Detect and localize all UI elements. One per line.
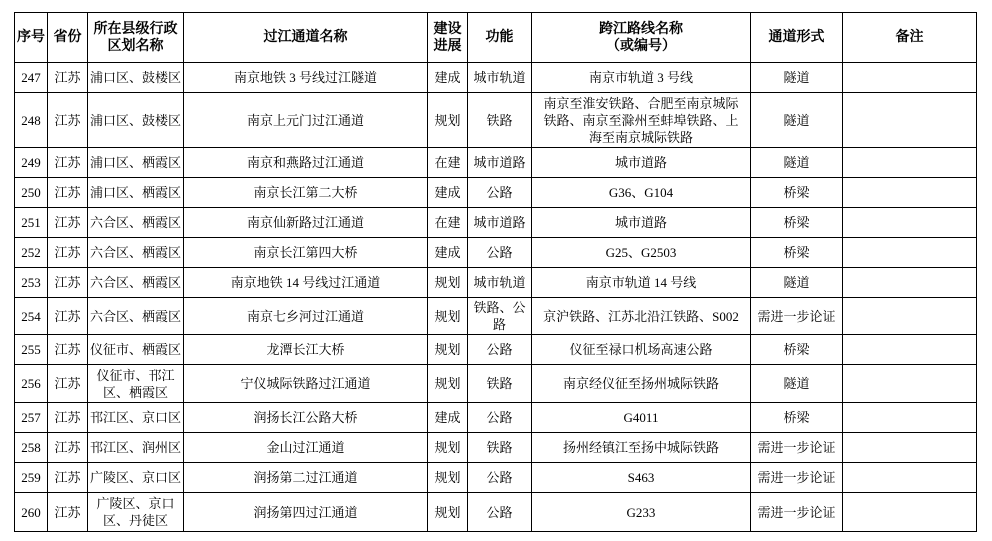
- cell-form: 桥梁: [751, 238, 843, 268]
- cell-remark: [843, 335, 977, 365]
- cell-province: 江苏: [48, 433, 88, 463]
- table-row: [15, 403, 977, 433]
- cell-province: 江苏: [48, 238, 88, 268]
- cell-form: 需进一步论证: [751, 298, 843, 335]
- cell-channel-name: 南京长江第四大桥: [184, 238, 428, 268]
- cell-form: 桥梁: [751, 178, 843, 208]
- cell-form: 隧道: [751, 365, 843, 403]
- cell-route: S463: [532, 463, 751, 493]
- cell-form: 桥梁: [751, 403, 843, 433]
- cell-district: 邗江区、京口区: [88, 403, 184, 433]
- cell-channel-name: 润扬第四过江通道: [184, 493, 428, 532]
- cell-function: 公路: [468, 178, 532, 208]
- cell-route: G4011: [532, 403, 751, 433]
- cell-route: 京沪铁路、江苏北沿江铁路、S002: [532, 298, 751, 335]
- header-function: 功能: [468, 13, 532, 63]
- cell-district: 六合区、栖霞区: [88, 238, 184, 268]
- cell-seq: 259: [15, 463, 48, 493]
- table-row: [15, 463, 977, 493]
- cell-progress: 规划: [428, 298, 468, 335]
- cell-district: 六合区、栖霞区: [88, 298, 184, 335]
- cell-seq: 253: [15, 268, 48, 298]
- cell-district: 浦口区、鼓楼区: [88, 63, 184, 93]
- header-route-title: 跨江路线名称: [599, 20, 683, 37]
- cell-function: 城市道路: [468, 148, 532, 178]
- cell-form: 需进一步论证: [751, 433, 843, 463]
- cell-function: 公路: [468, 403, 532, 433]
- cell-channel-name: 宁仪城际铁路过江通道: [184, 365, 428, 403]
- cell-district: 浦口区、鼓楼区: [88, 93, 184, 148]
- cell-channel-name: 南京上元门过江通道: [184, 93, 428, 148]
- cell-district: 六合区、栖霞区: [88, 268, 184, 298]
- cell-form: 隧道: [751, 268, 843, 298]
- cell-progress: 规划: [428, 493, 468, 532]
- cell-function: 公路: [468, 493, 532, 532]
- cell-channel-name: 润扬第二过江通道: [184, 463, 428, 493]
- cell-seq: 256: [15, 365, 48, 403]
- cell-province: 江苏: [48, 365, 88, 403]
- cell-form: 隧道: [751, 93, 843, 148]
- cell-seq: 255: [15, 335, 48, 365]
- cell-remark: [843, 463, 977, 493]
- cell-channel-name: 南京七乡河过江通道: [184, 298, 428, 335]
- cell-route: 南京至淮安铁路、合肥至南京城际铁路、南京至滁州至蚌埠铁路、上海至南京城际铁路: [532, 93, 751, 148]
- cell-remark: [843, 148, 977, 178]
- cell-function: 城市轨道: [468, 63, 532, 93]
- cell-form: 隧道: [751, 148, 843, 178]
- cell-function: 城市道路: [468, 208, 532, 238]
- cell-progress: 在建: [428, 148, 468, 178]
- table-row: [15, 93, 977, 148]
- cell-province: 江苏: [48, 493, 88, 532]
- cell-form: 需进一步论证: [751, 463, 843, 493]
- cell-channel-name: 龙潭长江大桥: [184, 335, 428, 365]
- header-form: 通道形式: [751, 13, 843, 63]
- cell-progress: 建成: [428, 238, 468, 268]
- cell-province: 江苏: [48, 63, 88, 93]
- cell-progress: 规划: [428, 433, 468, 463]
- cell-progress: 在建: [428, 208, 468, 238]
- cell-channel-name: 南京地铁 14 号线过江通道: [184, 268, 428, 298]
- cell-province: 江苏: [48, 298, 88, 335]
- cell-function: 公路: [468, 335, 532, 365]
- cell-route: 南京市轨道 3 号线: [532, 63, 751, 93]
- cell-function: 铁路: [468, 433, 532, 463]
- cell-province: 江苏: [48, 403, 88, 433]
- cell-remark: [843, 268, 977, 298]
- table-row: [15, 208, 977, 238]
- cell-remark: [843, 93, 977, 148]
- cell-progress: 规划: [428, 463, 468, 493]
- header-channel-name: 过江通道名称: [184, 13, 428, 63]
- table-row: [15, 433, 977, 463]
- cell-route: 仪征至禄口机场高速公路: [532, 335, 751, 365]
- cell-form: 隧道: [751, 63, 843, 93]
- cell-remark: [843, 238, 977, 268]
- cell-seq: 258: [15, 433, 48, 463]
- cell-route: 南京市轨道 14 号线: [532, 268, 751, 298]
- cell-channel-name: 金山过江通道: [184, 433, 428, 463]
- cell-seq: 254: [15, 298, 48, 335]
- cell-progress: 规划: [428, 365, 468, 403]
- cell-route: 城市道路: [532, 148, 751, 178]
- header-province: 省份: [48, 13, 88, 63]
- cell-district: 六合区、栖霞区: [88, 208, 184, 238]
- table-container: [14, 12, 977, 532]
- table-row: [15, 365, 977, 403]
- cell-district: 浦口区、栖霞区: [88, 148, 184, 178]
- cell-function: 铁路: [468, 365, 532, 403]
- cell-district: 仪征市、栖霞区: [88, 335, 184, 365]
- cell-remark: [843, 403, 977, 433]
- cell-remark: [843, 63, 977, 93]
- cell-route: 南京经仪征至扬州城际铁路: [532, 365, 751, 403]
- cell-district: 仪征市、邗江区、栖霞区: [88, 365, 184, 403]
- cell-province: 江苏: [48, 178, 88, 208]
- cell-seq: 249: [15, 148, 48, 178]
- cell-remark: [843, 178, 977, 208]
- cell-channel-name: 南京仙新路过江通道: [184, 208, 428, 238]
- table-row: [15, 63, 977, 93]
- cell-progress: 建成: [428, 403, 468, 433]
- cell-form: 需进一步论证: [751, 493, 843, 532]
- header-route-sub: （或编号）: [606, 37, 676, 54]
- header-row: [15, 13, 977, 63]
- cell-remark: [843, 493, 977, 532]
- header-district: 所在县级行政区划名称: [88, 13, 184, 63]
- cell-province: 江苏: [48, 208, 88, 238]
- cell-progress: 规划: [428, 268, 468, 298]
- cell-remark: [843, 208, 977, 238]
- cell-province: 江苏: [48, 93, 88, 148]
- cell-remark: [843, 433, 977, 463]
- cell-progress: 规划: [428, 93, 468, 148]
- cell-form: 桥梁: [751, 335, 843, 365]
- cell-province: 江苏: [48, 463, 88, 493]
- cell-channel-name: 南京长江第二大桥: [184, 178, 428, 208]
- cell-district: 邗江区、润州区: [88, 433, 184, 463]
- cell-seq: 260: [15, 493, 48, 532]
- cell-remark: [843, 365, 977, 403]
- table-row: [15, 298, 977, 335]
- table-row: [15, 268, 977, 298]
- cell-province: 江苏: [48, 268, 88, 298]
- table-row: [15, 178, 977, 208]
- cell-function: 铁路: [468, 93, 532, 148]
- header-progress: 建设进展: [428, 13, 468, 63]
- cell-remark: [843, 298, 977, 335]
- cell-progress: 建成: [428, 63, 468, 93]
- river-crossing-table: [14, 12, 977, 532]
- cell-function: 铁路、公路: [468, 298, 532, 335]
- cell-form: 桥梁: [751, 208, 843, 238]
- cell-progress: 规划: [428, 335, 468, 365]
- header-seq: 序号: [15, 13, 48, 63]
- cell-seq: 250: [15, 178, 48, 208]
- cell-seq: 251: [15, 208, 48, 238]
- cell-channel-name: 南京和燕路过江通道: [184, 148, 428, 178]
- cell-channel-name: 南京地铁 3 号线过江隧道: [184, 63, 428, 93]
- cell-route: 扬州经镇江至扬中城际铁路: [532, 433, 751, 463]
- cell-function: 城市轨道: [468, 268, 532, 298]
- cell-seq: 257: [15, 403, 48, 433]
- cell-district: 广陵区、京口区、丹徒区: [88, 493, 184, 532]
- cell-progress: 建成: [428, 178, 468, 208]
- table-row: [15, 493, 977, 532]
- cell-seq: 247: [15, 63, 48, 93]
- cell-district: 广陵区、京口区: [88, 463, 184, 493]
- table-row: [15, 148, 977, 178]
- cell-route: 城市道路: [532, 208, 751, 238]
- cell-channel-name: 润扬长江公路大桥: [184, 403, 428, 433]
- cell-route: G25、G2503: [532, 238, 751, 268]
- cell-function: 公路: [468, 238, 532, 268]
- header-remark: 备注: [843, 13, 977, 63]
- cell-province: 江苏: [48, 148, 88, 178]
- table-row: [15, 238, 977, 268]
- cell-route: G36、G104: [532, 178, 751, 208]
- header-route: [532, 13, 751, 63]
- cell-route: G233: [532, 493, 751, 532]
- cell-seq: 248: [15, 93, 48, 148]
- cell-function: 公路: [468, 463, 532, 493]
- table-row: [15, 335, 977, 365]
- cell-district: 浦口区、栖霞区: [88, 178, 184, 208]
- cell-province: 江苏: [48, 335, 88, 365]
- cell-seq: 252: [15, 238, 48, 268]
